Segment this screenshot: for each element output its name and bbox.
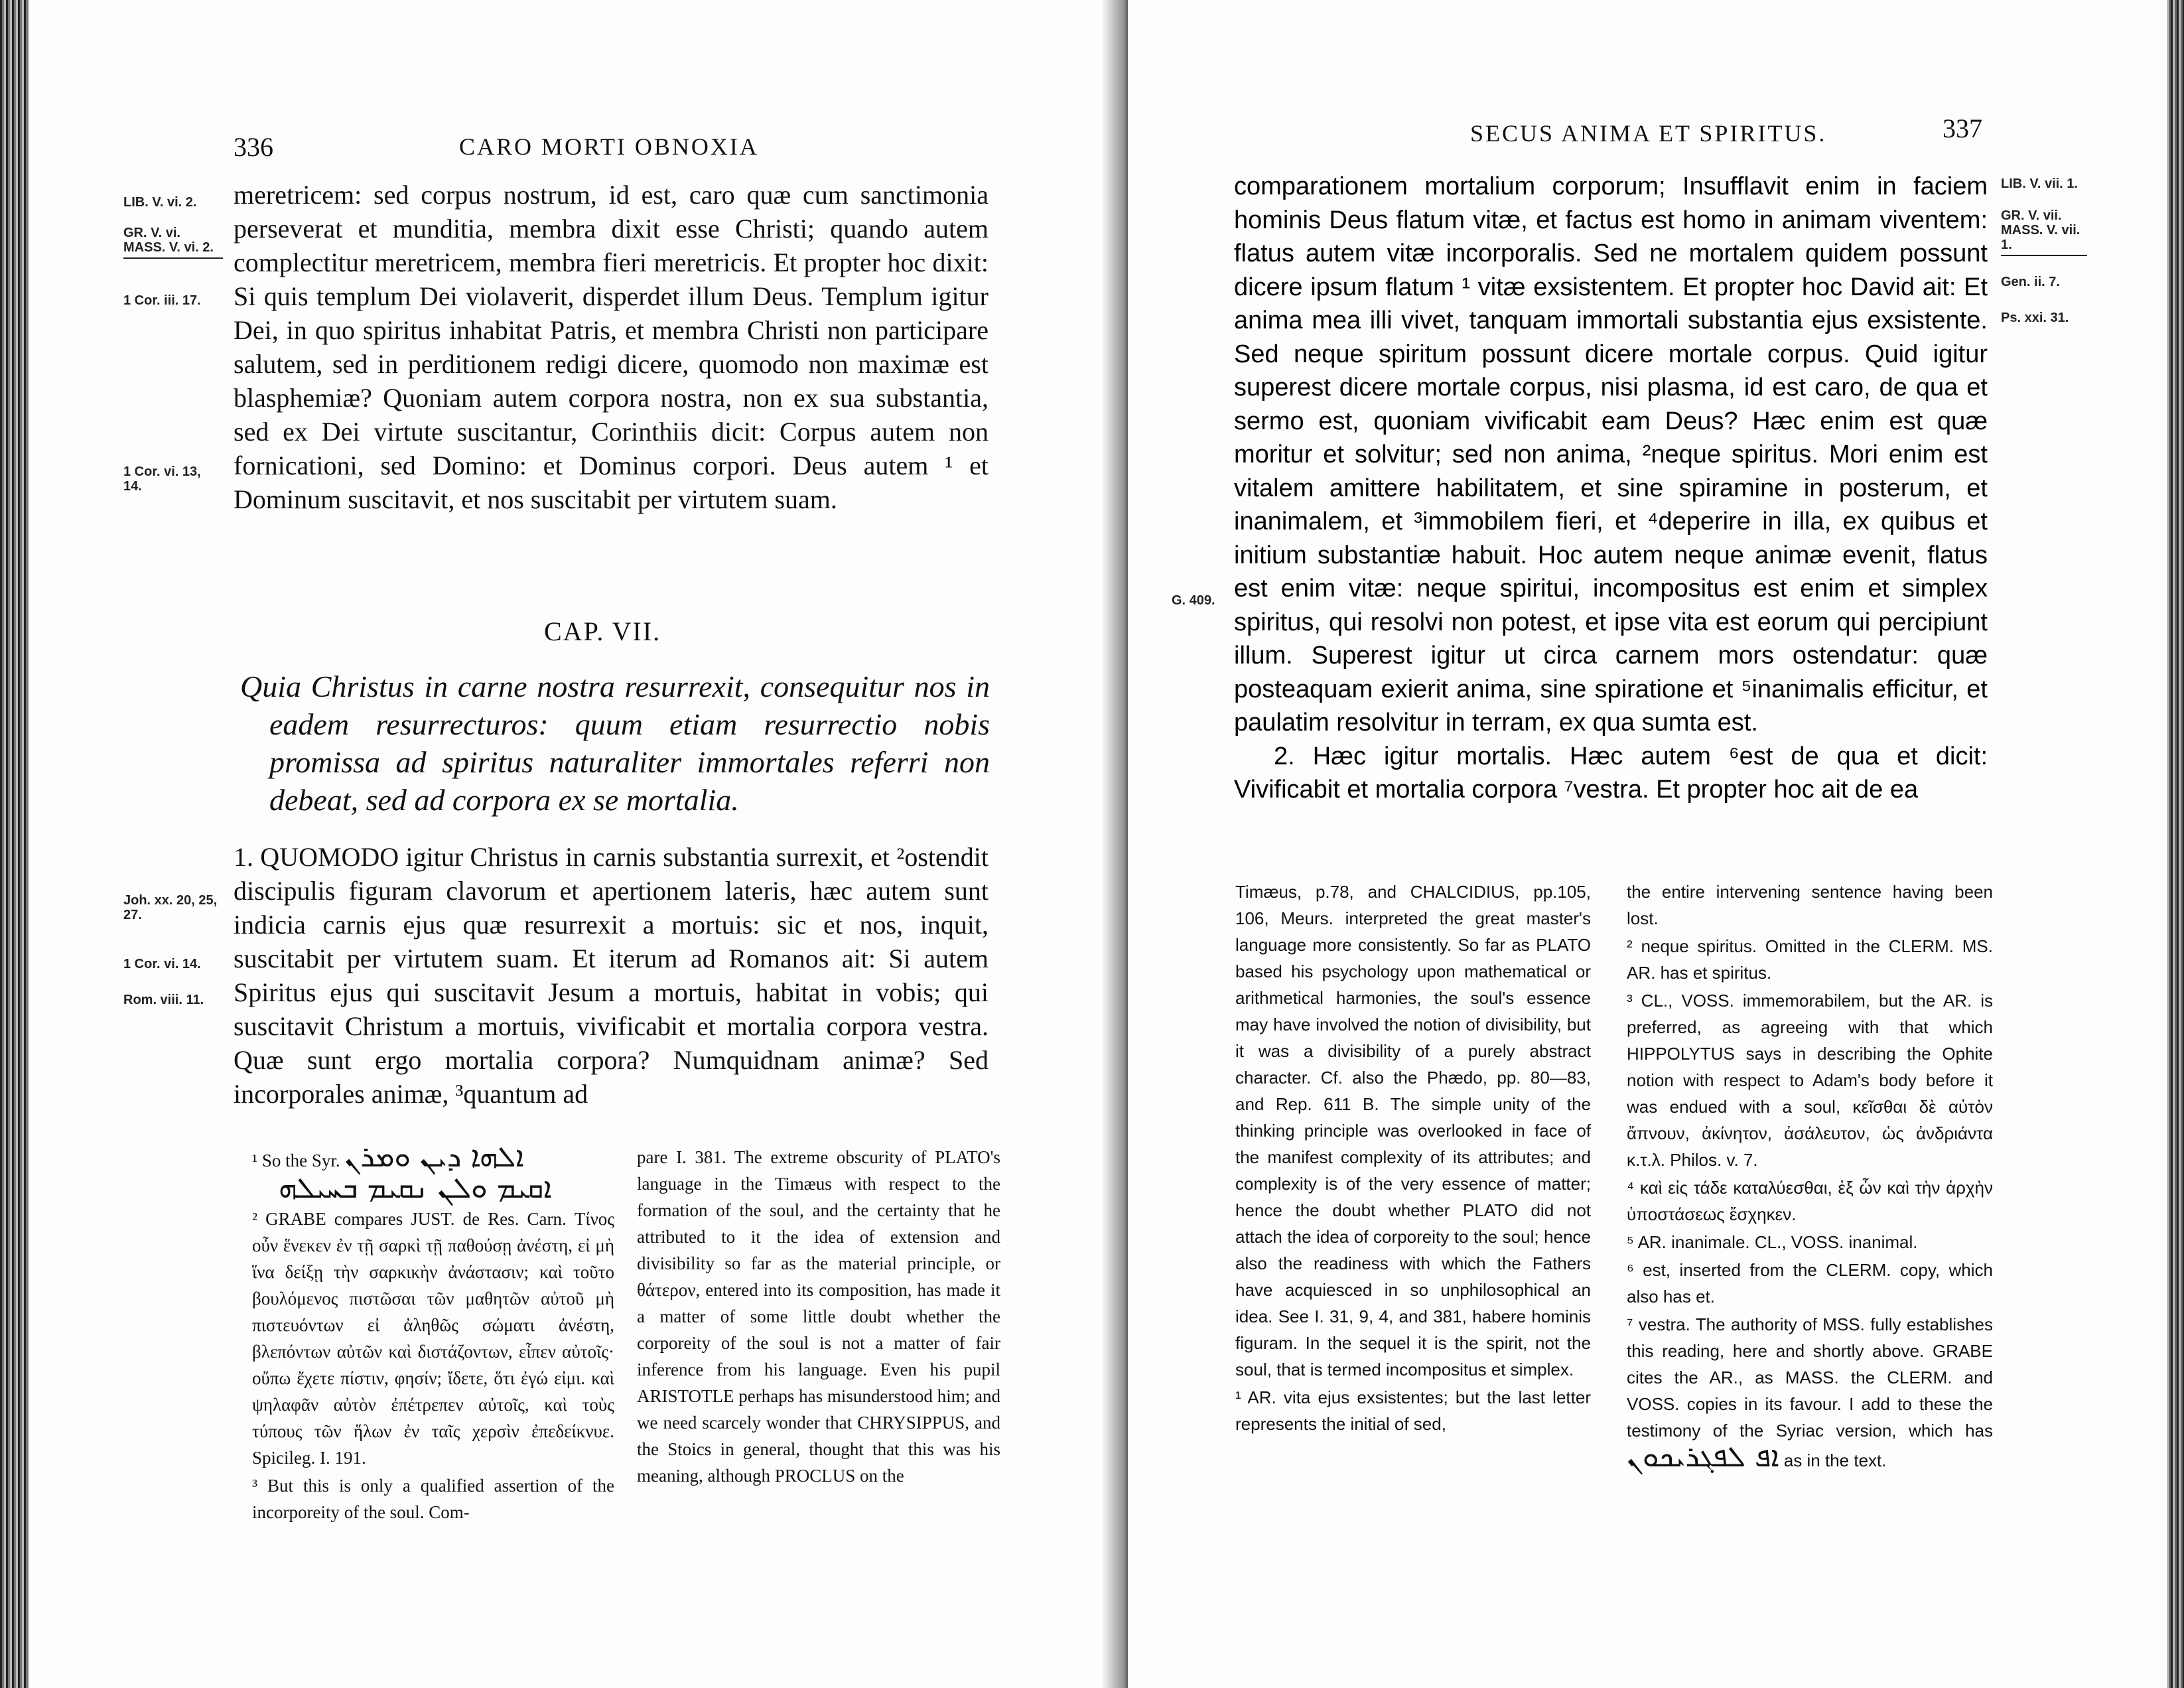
left-footnotes-col2 xyxy=(637,1144,1000,1490)
margin-note-1cor-vi: 1 Cor. vi. 13, 14. xyxy=(123,464,201,494)
left-footnotes-col1 xyxy=(252,1140,614,1527)
footnote-6-right: ⁶ est, inserted from the CLERM. copy, which also has et. xyxy=(1627,1260,1993,1306)
margin-note-1cor-iii: 1 Cor. iii. 17. xyxy=(123,293,201,308)
syriac-text-2: ܐܩܝܡ ܘܠܢ ܢܩܝܡ ܒܚܝܠܗ xyxy=(279,1171,552,1205)
margin-note-ps: Ps. xxi. 31. xyxy=(2001,311,2069,325)
left-top-paragraph: meretricem: sed corpus nostrum, id est, caro quæ cum sanctimonia perseverat et munditia, membra dixit esse Christi; quando autem complectitur meretricem, membra fieri meretricis. Et propter hoc dixit: Si quis templum Dei violaverit, disperdet illum Deus. Templum igitur Dei, in quo spiritus inhabitat Patris, et membra Christi non participare salutem, sed in perditionem redigi dicere, quomodo non maximæ est blasphemiæ? Quoniam autem corpora nostra, non ex sua substantia, sed ex Dei virtute suscitantur, Corinthiis dicit: Corpus autem non fornicationi, sed Domino: et Dominus corpori. Deus autem ¹ et Dominum suscitavit, et nos suscitabit per virtutem suam. xyxy=(234,180,989,514)
margin-note-gen: Gen. ii. 7. xyxy=(2001,275,2060,289)
footnote-1-left xyxy=(252,1140,614,1205)
right-footnotes-col2 xyxy=(1627,879,1993,1475)
page-edge-left xyxy=(0,0,29,1688)
margin-note-joh: Joh. xx. 20, 25, 27. xyxy=(123,893,218,922)
footnote-7-tail: as in the text. xyxy=(1783,1450,1887,1470)
footnote-3-left: ³ But this is only a qualified assertion of the incorporeity of the soul. Com- xyxy=(252,1476,614,1522)
margin-note-gr-mass: GR. V. vi. MASS. V. vi. 2. xyxy=(123,226,223,259)
section-2-paragraph: 2. Hæc igitur mortalis. Hæc autem ⁶est de qua et dicit: Vivificabit et mortalia corpora ⁷vestra. Et propter hoc ait de ea xyxy=(1234,742,1988,804)
footnote-5-right: ⁵ AR. inanimale. CL., VOSS. inanimal. xyxy=(1627,1232,1918,1252)
footnote-4-right: ⁴ καὶ εἰς τάδε καταλύεσθαι, ἐξ ὧν καὶ τὴν ἀρχὴν ὑποστάσεως ἔσχηκεν. xyxy=(1627,1178,1993,1224)
footnote-continuation-left: pare I. 381. The extreme obscurity of PLATO's language in the Timæus with respect to the formation of the soul, and the certainty that he attributed to it the idea of extension and divisibility so far as the material principle, or θάτερον, entered into its composition, has made it a matter of some little doubt whether the corporeity of the soul is not a matter of fair inference from his language. Even his pupil ARISTOTLE perhaps has misunderstood him; and we need scarcely wonder that CHRYSIPPUS, and the Stoics in general, thought that this was his meaning, although PROCLUS on the xyxy=(637,1147,1000,1486)
margin-note-1cor-vi-14: 1 Cor. vi. 14. xyxy=(123,957,201,971)
footnote-1-continuation: the entire intervening sentence having been lost. xyxy=(1627,882,1993,928)
footnote-7-text: ⁷ vestra. The authority of MSS. fully establishes this reading, here and shortly above. GRABE cites the AR., as MASS. the CLERM. and VOSS. copies in its favour. I add to these the testimony of the Syriac version, which has xyxy=(1627,1314,1993,1441)
footnote-7-right xyxy=(1627,1311,1993,1474)
footnote-1-right: ¹ AR. vita ejus exsistentes; but the last letter represents the initial of sed, xyxy=(1235,1387,1591,1434)
chapter-heading: CAP. VII. xyxy=(544,616,661,646)
chapter-summary xyxy=(240,668,990,819)
page-number-right: 337 xyxy=(1943,113,1982,143)
margin-note-gr-mass-right: GR. V. vii. MASS. V. vii. 1. xyxy=(2001,208,2087,256)
footnote-continuation-right: Timæus, p.78, and CHALCIDIUS, pp.105, 106, Meurs. interpreted the great master's language more consistently. So far as PLATO based his psychology upon mathematical or arithmetical harmonies, the soul's essence may have involved the notion of divisibility, but it was a divisibility of a purely abstract character. Cf. also the Phædo, pp. 80—83, and Rep. 611 B. The simple unity of the thinking principle was overlooked in face of the manifest complexity of its attributes; and complexity is of the very essence of matter; hence the doubt whether PLATO did not attach the idea of corporeity to the soul; hence also the readiness with which the Fathers have acquiesced in so unphilosophical an idea. See I. 31, 9, 4, and 381, habere hominis figuram. In the sequel it is the spirit, not the soul, that is termed incompositus et simplex. xyxy=(1235,882,1591,1379)
margin-note-lib-right: LIB. V. vii. 1. xyxy=(2001,176,2078,191)
left-section-text xyxy=(234,840,989,1111)
right-main-paragraph: comparationem mortalium corporum; Insufflavit enim in faciem hominis Deus flatum vitæ, et factus est homo in animam viventem: flatus autem vitæ incorporalis. Sed ne mortalem quidem possunt dicere ipsum flatum ¹ vitæ exsistentem. Et propter hoc David ait: Et anima mea illi vivet, tanquam immortali substantia ejus exsistente. Sed neque spiritum possunt dicere mortale corpus. Quid igitur superest dicere mortale corpus, nisi plasma, id est caro, de qua et sermo est, quoniam vivificabit eam Deus? Hæc enim est quæ moritur et solvitur; sed non anima, ²neque spiritus. Mori enim est vitalem amittere habilitatem, et sine spiramine in posterum, et inanimalem, et ³immobilem fieri, et ⁴deperire in illa, ex quibus et initium substantiæ habuit. Hoc autem neque animæ evenit, flatus est enim vitæ: neque spiritui, incompositus est enim et simplex spiritus, qui resolvi non potest, et ipse vita est eorum qui percipiunt illum. Superest igitur ut circa carnem mors ostendatur: quæ posteaquam exierit anima, sine spiratione et ⁵inanimalis efficitur, et paulatim resolvitur in terram, ex qua sumta est. xyxy=(1234,173,1988,737)
margin-note-g409: G. 409. xyxy=(1172,593,1215,608)
page-number-left: 336 xyxy=(234,132,273,162)
running-head-right: SECUS ANIMA ET SPIRITUS. xyxy=(1470,120,1827,147)
margin-note-rom: Rom. viii. 11. xyxy=(123,993,204,1007)
chapter-summary-text: Quia Christus in carne nostra resurrexit, consequitur nos in eadem resurrecturos: quum etiam resurrectio nobis promissa ad spiritus naturaliter immortales referri non debeat, sed ad corpora ex se mortalia. xyxy=(240,669,990,817)
page-edge-right xyxy=(2167,0,2184,1688)
footnote-2-right: ² neque spiritus. Omitted in the CLERM. MS. AR. has et spiritus. xyxy=(1627,936,1993,983)
left-top-text xyxy=(234,178,989,516)
right-main-text xyxy=(1234,170,1988,807)
syriac-text-3: ܐܦ ܠܦܓܪܝܟܘܢ xyxy=(1627,1440,1779,1474)
running-head-left: CARO MORTI OBNOXIA xyxy=(459,133,759,160)
footnote-1-text: ¹ So the Syr. xyxy=(252,1151,340,1170)
footnote-2-left: ² GRABE compares JUST. de Res. Carn. Τίνος οὖν ἕνεκεν ἐν τῇ σαρκὶ τῇ παθούσῃ ἀνέστη, εἰ μὴ ἵνα δείξῃ τὴν σαρκικὴν ἀνάστασιν; καὶ τοῦτο βουλόμενος πιστῶσαι τῶν μαθητῶν αὐτοῦ μὴ πιστευόντων εἰ ἀληθῶς σώματι ἀνέστη, βλεπόντων αὐτῶν καὶ διστάζοντων, εἶπεν αὐτοῖς· οὔπω ἔχετε πίστιν, φησίν; ἴδετε, ὅτι ἐγώ εἰμι. καὶ ψηλαφᾶν αὐτὸν ἐπέτρεπεν αὐτοῖς, καὶ τοὺς τύπους τῶν ἥλων ἐν ταῖς χερσὶν ἐπεδείκνυε. Spicileg. I. 191. xyxy=(252,1209,614,1468)
syriac-text-1: ܐܠܗܐ ܕܝܢ ܘܡܪܢ xyxy=(344,1140,524,1174)
footnote-3-right: ³ CL., VOSS. immemorabilem, but the AR. is preferred, as agreeing with that which HIPPOLYTUS says in describing the Ophite notion with respect to Adam's body before it was endued with a soul, κεῖσθαι δὲ αὐτὸν ἄπνουν, ἀκίνητον, ἀσάλευτον, ὡς ἀνδριάντα κ.τ.λ. Philos. v. 7. xyxy=(1627,991,1993,1170)
margin-note-lib: LIB. V. vi. 2. xyxy=(123,195,197,210)
right-page xyxy=(1128,0,2184,1688)
section-1-paragraph: 1. QUOMODO igitur Christus in carnis substantia surrexit, et ²ostendit discipulis figuram clavorum et apertionem lateris, hæc autem sunt indicia carnis ejus quæ resurrexit a mortuis: sic et nos, inquit, suscitabit per virtutem suam. Et iterum ad Romanos ait: Si autem Spiritus ejus qui suscitavit Jesum a mortuis, habitat in vobis; qui suscitavit Christum a mortuis, vivificabit et mortalia corpora vestra. Quæ sunt ergo mortalia corpora? Numquidnam animæ? Sed incorporales animæ, ³quantum ad xyxy=(234,842,989,1109)
book-gutter xyxy=(1101,0,1128,1688)
right-footnotes-col1 xyxy=(1235,879,1591,1439)
